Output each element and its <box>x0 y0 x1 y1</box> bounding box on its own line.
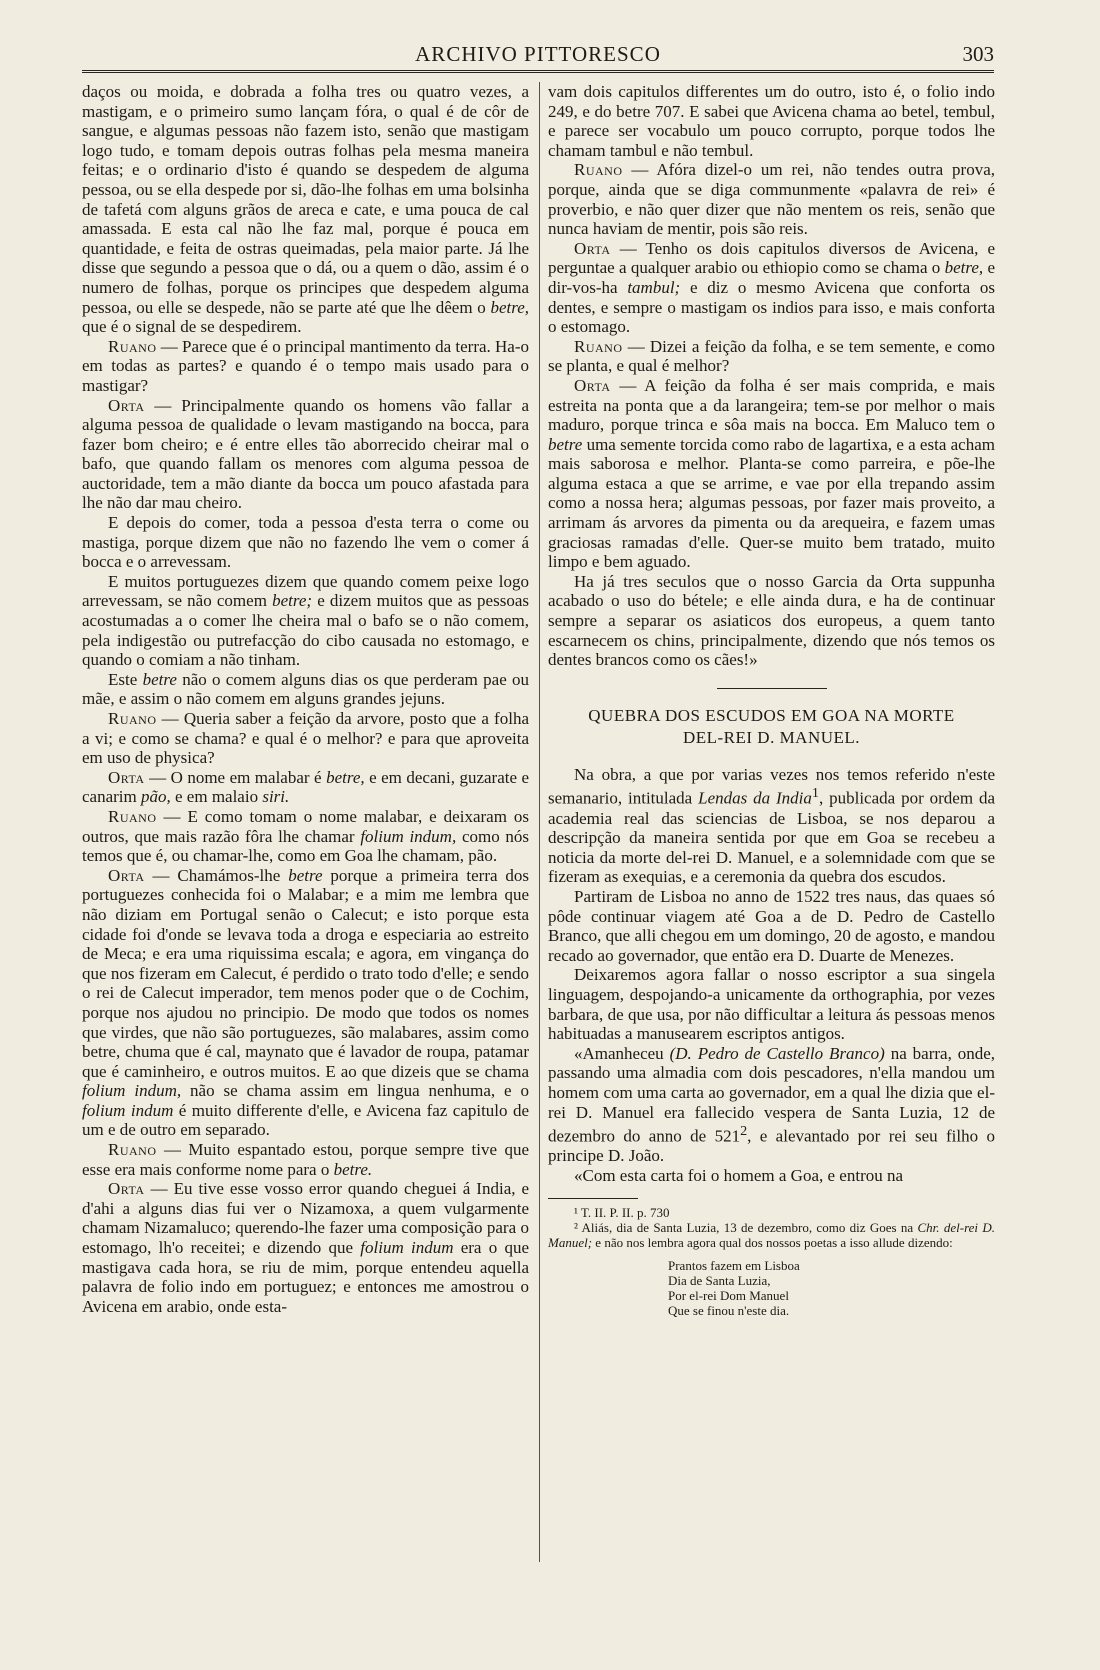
right-column <box>548 82 995 1562</box>
paragraph: vam dois capitulos differentes um do outro, isto é, o folio indo 249, e do betre 707. E sabei que Avicena chama ao betel, tembul, e parece ser vocabulo um pouco corrupto, porque todos lhe chamam tambul e não tembul. <box>548 82 995 160</box>
paragraph: Na obra, a que por varias vezes nos temos referido n'este semanario, intitulada Lendas da India$^1$, publicada por ordem da academia real das sciencias de Lisboa, se nos deparou a descripção da maneira sentida por que em Goa se recebeu a noticia da morte del-rei D. Manuel, e a solemnidade com que se fizeram as exequias, e a ceremonia da quebra dos escudos. <box>548 764 995 887</box>
paragraph: «Com esta carta foi o homem a Goa, e entrou na <box>574 1166 904 1185</box>
paragraph: E depois do comer, toda a pessoa d'esta terra o come ou mastiga, porque dizem que não no fazendo lhe vem o comer á bocca e o arrevessam. <box>82 513 529 572</box>
dialogue-ruano: Ruano — Muito espantado estou, porque sempre tive que esse era mais conforme nome para o betre. <box>82 1140 529 1179</box>
page-header <box>82 40 994 70</box>
speaker-ruano: Ruano <box>108 336 157 356</box>
dialogue-ruano: Ruano — E como tomam o nome malabar, e deixaram os outros, que mais razão fôra lhe chamar folium indum, como nós temos que é, ou chamar-lhe, como em Goa lhe chamam, pão. <box>82 806 529 866</box>
page-number: 303 <box>962 42 994 66</box>
left-column <box>82 82 529 1562</box>
column-divider <box>539 82 540 1562</box>
dialogue-ruano: Ruano — Afóra dizel-o um rei, não tendes outra prova, porque, ainda que se diga communmente «palavra de rei» é proverbio, e não quer dizer que não mentem os reis, senão que nunca haviam de mentir, pois são reis. <box>548 160 995 239</box>
verse-line: Prantos fazem em Lisboa <box>668 1257 800 1273</box>
footnote: ¹ T. II. P. II. p. 730 <box>574 1204 670 1220</box>
verse-line: Dia de Santa Luzia, <box>668 1272 771 1288</box>
footnote-ref: 2 <box>740 1123 748 1140</box>
paragraph: Deixaremos agora fallar o nosso escriptor a sua singela linguagem, despojando-a unicamente da orthographia, por vezes barbara, de que usa, por não difficultar a leitura ás pessoas menos habituadas a manusearem escriptos antigos. <box>548 965 995 1044</box>
dialogue-orta: Orta — Principalmente quando os homens vão fallar a alguma pessoa de qualidade o levam mastigando na bocca, para fazer bom cheiro; e é entre elles tão aborrecido cheirar mal o bafo, que quando fallam os menores com alguma pessoa de auctoridade, tem a mão diante da bocca um pouco afastada para lhe não dar mau cheiro. <box>82 395 529 513</box>
dialogue-orta: Orta — Tenho os dois capitulos diversos de Avicena, e perguntae a qualquer arabio ou ethiopio como se chama o betre, e dir-vos-ha tambul; e diz o mesmo Avicena que conforta os dentes, e sempre o mastigam os indios para isso, e mais conforta o estomago. <box>548 238 995 337</box>
footnote: ² Aliás, dia de Santa Luzia, 13 de dezembro, como diz Goes na Chr. del-rei D. Manuel; e não nos lembra agora qual dos nossos poetas a isso allude dizendo: <box>548 1219 995 1250</box>
dialogue-ruano: Ruano — Dizei a feição da folha, e se tem semente, e como se planta, e qual é melhor? <box>548 336 995 376</box>
paragraph: Partiram de Lisboa no anno de 1522 tres naus, das quaes só pôde continuar viagem até Goa a de D. Pedro de Castello Branco, que alli chegou em um domingo, 20 de agosto, e mandou recado ao governador, que então era D. Duarte de Menezes. <box>548 887 995 965</box>
footnote-ref: 1 <box>811 785 819 802</box>
paragraph: Este betre não o comem alguns dias os que perderam pae ou mãe, e assim o não comem em alguns grandes jejuns. <box>82 669 529 709</box>
speaker-orta: Orta <box>108 395 145 415</box>
footnotes-rule <box>548 1198 638 1199</box>
dialogue-orta: Orta — O nome em malabar é betre, e em decani, guzarate e canarim pão, e em malaio siri. <box>82 767 529 807</box>
dialogue-orta: Orta — A feição da folha é ser mais comprida, e mais estreita na ponta que a da larangeira; tem-se por melhor o mais maduro, porque trinca e sôa mais na bocca. Em Maluco tem o betre uma semente torcida como rabo de lagartixa, e a esta acham mais saborosa e melhor. Planta-se como parreira, e põe-lhe alguma estaca a que se arrime, e vae por ella trepando assim como a nossa hera; algumas pessoas, por fazer mais proveito, a arrimam ás arvores da pimenta ou da arequeira, e fazem umas graciosas ramadas d'elle. Quer-se muito bem tratado, muito limpo e bem aguado. <box>548 375 995 572</box>
dialogue-orta: Orta — Chamámos-lhe betre porque a primeira terra dos portuguezes conhecida foi o Malabar; e a mim me lembra que não diziam em Portugal senão o Calecut; e isto porque esta cidade foi d'onde se levava toda a droga e especiaria ao estreito de Meca; e era uma riquissima escala; e agora, em vingança do que nos fizeram em Calecut, é perdido o trato todo d'elle; e sendo o rei de Calecut imperador, tem menos poder que o de Cochim, porque nos ajudou no principio. De modo que todos os nomes que virdes, que não são portuguezes, são malabares, assim como betre, chuma que é cal, maynato que é lavador de roupa, patamar que é caminheiro, e outros muitos. E ao que dizeis que se chama folium indum, não se chama assim em lingua nenhuma, e o folium indum é muito differente d'elle, e Avicena faz capitulo de um e de outro em separado. <box>82 865 529 1140</box>
section-title: QUEBRA DOS ESCUDOS EM GOA NA MORTE DEL-REI D. MANUEL. <box>588 705 955 747</box>
section-separator <box>717 688 827 689</box>
header-rule <box>82 70 994 73</box>
paragraph: E muitos portuguezes dizem que quando comem peixe logo arrevessam, se não comem betre; e dizem muitos que as pessoas acostumadas a o comer lhe cheira mal o bafo se o não comem, pela indigestão ou putrefacção do cibo causada no estomago, e quando o comiam a não tinham. <box>82 571 529 670</box>
running-title: ARCHIVO PITTORESCO <box>415 42 661 66</box>
dialogue-orta: Orta — Eu tive esse vosso error quando cheguei á India, e d'ahi a alguns dias fui ver o Nizamoxa, a quem vulgarmente chamam Nizamaluco; querendo-lhe fazer uma composição para o estomago, lh'o receitei; e dizendo que folium indum era o que mastigava cada hora, se riu de mim, porque entendeu aquella palavra de folio indo em portuguez; e entonces me amostrou o Avicena em arabio, onde esta- <box>82 1179 529 1316</box>
verse <box>668 1258 995 1318</box>
paragraph: Ha já tres seculos que o nosso Garcia da Orta suppunha acabado o uso do bétele; e elle ainda dura, e ha de continuar sempre a separar os asiaticos dos europeus, a quem tanto escarnecem os chins, principalmente, dizendo que nós temos os dentes brancos como os cães!» <box>548 571 995 670</box>
paragraph: daços ou moida, e dobrada a folha tres ou quatro vezes, a mastigam, e o primeiro sumo lançam fóra, o qual é de côr de sangue, e algumas pessoas não fazem isto, senão que mastigam logo tudo, e tomam depois outras folhas pela mesma maneira feitas; e o ordinario d'isto é quando se despedem de alguma pessoa, ou se ella despede por si, dão-lhe folhas em uma bolsinha de tafetá com alguns grãos de areca e cate, e uma pouca de cal amassada. E esta cal não lhe faz mal, porque é pouca em quantidade, e feita de ostras queimadas, pela maior parte. Já lhe disse que segundo a pessoa que o dá, ou a quem o dão, assim é o numero de folhas, porque os principes que despedem alguma pessoa, ou elle se despede, não se parte até que lhe dêem o betre, que é o signal de se despedirem. <box>82 82 529 337</box>
paragraph: «Amanheceu (D. Pedro de Castello Branco) na barra, onde, passando uma almadia com dois pescadores, n'ella mandou um homem com uma carta ao governador, em a qual lhe dizia que el-rei D. Manuel era fallecido vespera de Santa Luzia, 12 de dezembro do anno de $521^2$, e alevantado por rei seu filho o principe D. João. <box>548 1043 995 1166</box>
verse-line: Que se finou n'este dia. <box>668 1302 790 1318</box>
dialogue-ruano: Ruano — Queria saber a feição da arvore, posto que a folha a vi; e como se chama? e qual é o melhor? e para que aproveita em uso de physica? <box>82 709 529 768</box>
dialogue-ruano: Ruano — Parece que é o principal mantimento da terra. Ha-o em todas as partes? e quando é o tempo mais usado para o mastigar? <box>82 336 529 395</box>
verse-line: Por el-rei Dom Manuel <box>668 1287 789 1303</box>
